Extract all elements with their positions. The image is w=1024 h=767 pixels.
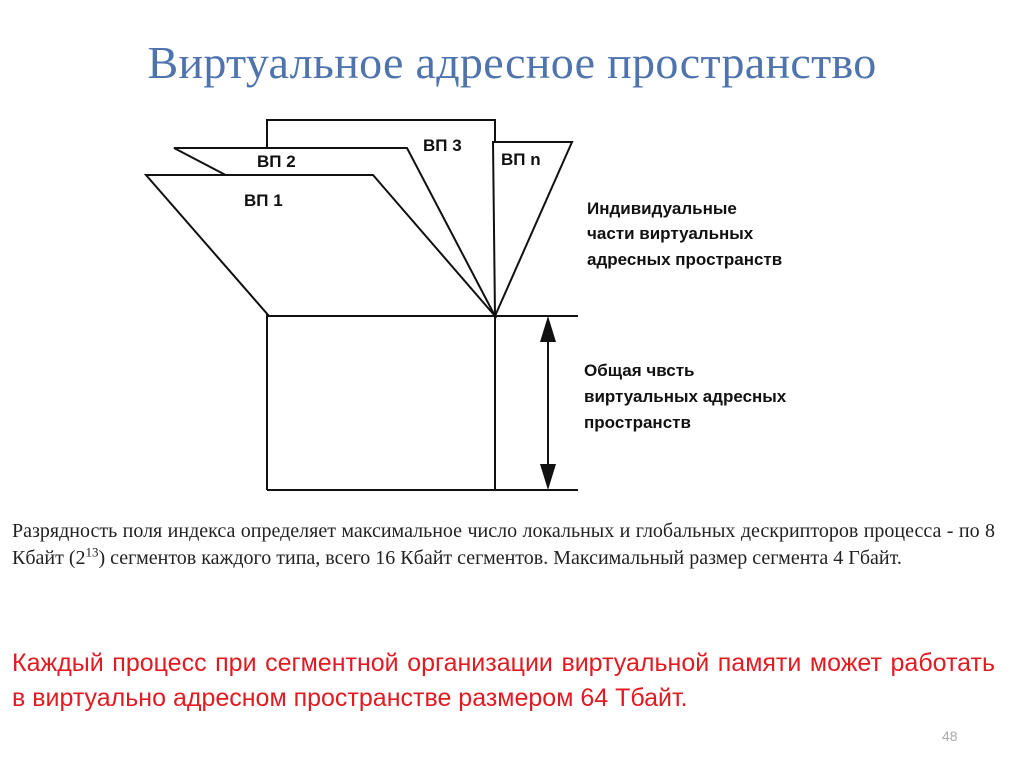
individual-label-line3: адресных пространств: [587, 250, 783, 269]
label-vp1: ВП 1: [244, 191, 283, 210]
page-number: 48: [942, 728, 958, 744]
body-text-part2: ) сегментов каждого типа, всего 16 Кбайт сегментов. Максимальный размер сегмента 4 Гбайт.: [98, 547, 902, 569]
individual-label-line1: Индивидуальные: [587, 199, 737, 218]
common-label-line2: виртуальных адресных: [584, 387, 787, 406]
body-paragraph: [12, 518, 995, 572]
body-exponent: 13: [85, 544, 99, 560]
common-label-line1: Общая чвсть: [584, 361, 695, 380]
label-vp2: ВП 2: [257, 152, 296, 171]
common-label-line3: пространств: [584, 413, 691, 432]
individual-label-line2: части виртуальных: [587, 224, 754, 243]
arrow-up-icon: [540, 316, 556, 342]
body-text-part1: Разрядность поля индекса определяет максимальное число локальных и глобальных дескрипторов процесса - по 8 Кбайт (2: [12, 520, 995, 569]
label-vp3: ВП 3: [423, 136, 462, 155]
label-vpn: ВП n: [501, 150, 541, 169]
arrow-down-icon: [540, 464, 556, 490]
highlight-paragraph: Каждый процесс при сегментной организации виртуальной памяти может работать в виртуально адресном пространстве размером 64 Тбайт.: [12, 649, 995, 712]
slide-title: Виртуальное адресное пространство: [147, 37, 877, 88]
